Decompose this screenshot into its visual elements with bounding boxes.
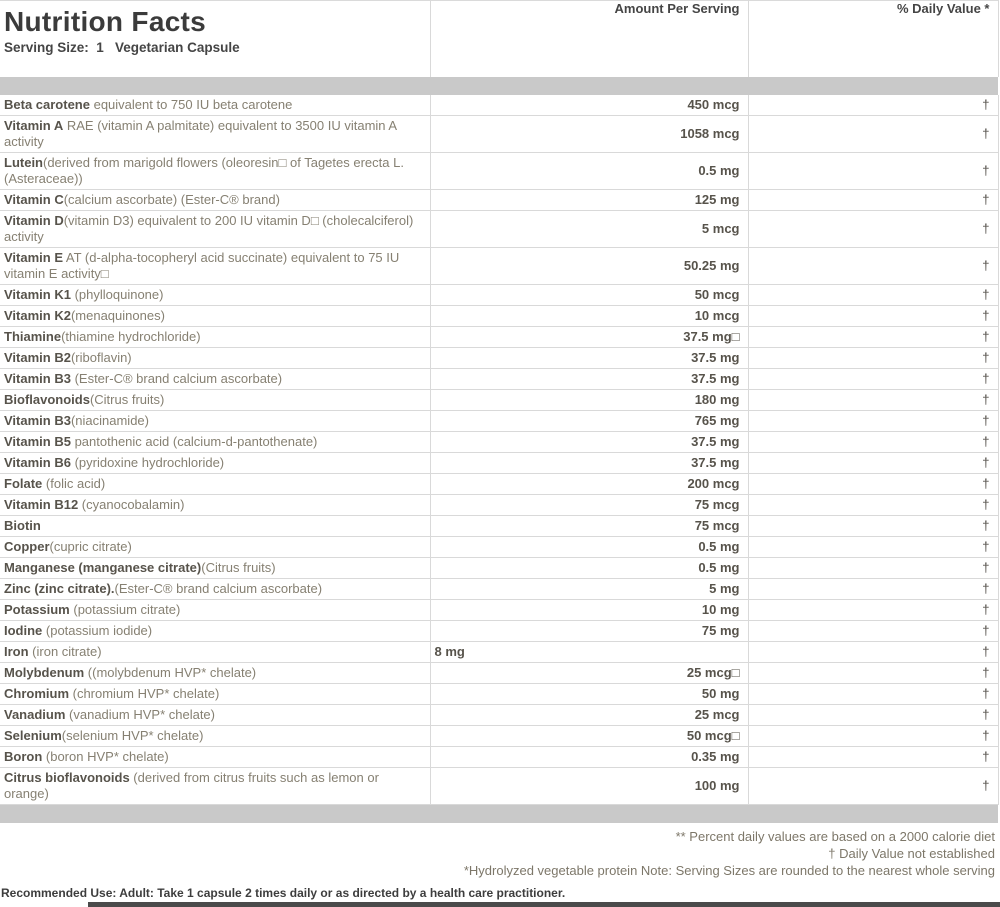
amount-per-serving: 50 mg [430,684,748,705]
table-row [0,642,998,663]
nutrient-cell [0,390,430,411]
amount-per-serving: 1058 mcg [430,116,748,153]
nutrient-name: Vanadium [4,707,66,722]
nutrient-cell [0,190,430,211]
nutrient-cell [0,248,430,285]
table-row [0,327,998,348]
nutrient-cell [0,642,430,663]
daily-value: † [748,211,998,248]
table-row [0,621,998,642]
nutrient-cell [0,327,430,348]
page-title: Nutrition Facts [4,6,207,37]
table-row [0,684,998,705]
amount-per-serving: 180 mg [430,390,748,411]
daily-value: † [748,537,998,558]
daily-value: † [748,663,998,684]
nutrient-name: Boron [4,749,43,764]
nutrient-cell [0,153,430,190]
daily-value: † [748,621,998,642]
table-row [0,411,998,432]
nutrient-description: (riboflavin) [70,350,132,365]
nutrient-description: (Ester-C® brand calcium ascorbate) [114,581,323,596]
amount-per-serving: 0.5 mg [430,537,748,558]
nutrient-name: Lutein [4,155,43,170]
nutrient-description: (thiamine hydrochloride) [61,329,201,344]
column-header-daily-value: % Daily Value * [748,1,998,78]
nutrient-name: Vitamin A [4,118,64,133]
separator-band-top [0,77,998,95]
daily-value: † [748,726,998,747]
nutrient-cell [0,600,430,621]
nutrient-description: (boron HVP* chelate) [42,749,169,764]
bottom-bar [88,902,1000,907]
nutrient-description: (derived from marigold flowers (oleoresin□ of Tagetes erecta L. (Asteraceae)) [4,155,404,186]
nutrient-cell [0,621,430,642]
nutrient-name: Iron [4,644,29,659]
nutrient-name: Thiamine [4,329,62,344]
table-row [0,211,998,248]
daily-value: † [748,285,998,306]
table-row [0,537,998,558]
nutrient-description: equivalent to 750 IU beta carotene [89,97,293,112]
daily-value: † [748,579,998,600]
nutrient-cell [0,495,430,516]
nutrient-cell [0,747,430,768]
amount-per-serving: 25 mcg□ [430,663,748,684]
nutrient-name: Vitamin B3 [4,413,71,428]
nutrient-cell [0,705,430,726]
table-row [0,153,998,190]
nutrient-name: Iodine [4,623,43,638]
nutrient-description: (selenium HVP* chelate) [61,728,204,743]
amount-per-serving: 10 mg [430,600,748,621]
amount-per-serving: 200 mcg [430,474,748,495]
nutrient-cell [0,537,430,558]
amount-per-serving: 450 mcg [430,95,748,116]
amount-per-serving: 5 mg [430,579,748,600]
nutrient-name: Manganese (manganese citrate) [4,560,202,575]
nutrient-description: (folic acid) [42,476,106,491]
amount-per-serving: 0.5 mg [430,153,748,190]
table-row [0,390,998,411]
table-row [0,474,998,495]
table-row [0,579,998,600]
table-row [0,747,998,768]
nutrient-cell [0,726,430,747]
amount-per-serving: 75 mg [430,621,748,642]
amount-per-serving: 10 mcg [430,306,748,327]
daily-value: † [748,705,998,726]
table-row [0,432,998,453]
amount-per-serving: 25 mcg [430,705,748,726]
daily-value: † [748,600,998,621]
nutrient-name: Vitamin D [4,213,64,228]
nutrient-rows [0,95,998,805]
nutrient-name: Copper [4,539,50,554]
table-row [0,116,998,153]
daily-value: † [748,495,998,516]
table-row [0,663,998,684]
daily-value: † [748,474,998,495]
column-header-amount: Amount Per Serving [430,1,748,78]
daily-value: † [748,153,998,190]
amount-per-serving: 0.5 mg [430,558,748,579]
table-row [0,726,998,747]
table-header-row [0,1,998,78]
amount-per-serving: 37.5 mg [430,348,748,369]
nutrient-name: Vitamin B12 [4,497,79,512]
nutrient-name: Vitamin C [4,192,64,207]
separator-band-bottom [0,805,998,824]
nutrient-cell [0,211,430,248]
nutrient-name: Vitamin B3 [4,371,71,386]
nutrient-name: Vitamin B2 [4,350,71,365]
nutrient-cell [0,116,430,153]
nutrient-description: (pyridoxine hydrochloride) [70,455,225,470]
nutrient-name: Vitamin B6 [4,455,71,470]
nutrient-description: (cupric citrate) [49,539,132,554]
footnotes [0,828,998,879]
nutrient-name: Citrus bioflavonoids [4,770,130,785]
amount-per-serving: 765 mg [430,411,748,432]
daily-value: † [748,516,998,537]
table-row [0,369,998,390]
nutrient-cell [0,348,430,369]
amount-per-serving: 0.35 mg [430,747,748,768]
footnote-hvp: *Hydrolyzed vegetable protein Note: Serving Sizes are rounded to the nearest whole serving [463,863,995,878]
nutrient-description: (iron citrate) [28,644,102,659]
table-row [0,768,998,805]
daily-value: † [748,248,998,285]
nutrient-description: (menaquinones) [70,308,165,323]
nutrient-name: Vitamin B5 [4,434,71,449]
nutrient-description: AT (d-alpha-tocopheryl acid succinate) equivalent to 75 IU vitamin E activity□ [4,250,400,281]
nutrient-description: RAE (vitamin A palmitate) equivalent to 3500 IU vitamin A activity [4,118,397,149]
nutrient-description: (niacinamide) [70,413,149,428]
nutrient-cell [0,411,430,432]
nutrient-name: Folate [4,476,43,491]
table-row [0,95,998,116]
table-row [0,285,998,306]
nutrient-cell [0,285,430,306]
nutrient-cell [0,516,430,537]
nutrient-description: ((molybdenum HVP* chelate) [84,665,257,680]
daily-value: † [748,190,998,211]
table-row [0,495,998,516]
daily-value: † [748,390,998,411]
table-row [0,248,998,285]
nutrient-cell [0,558,430,579]
nutrient-description: (vitamin D3) equivalent to 200 IU vitamin D□ (cholecalciferol) activity [4,213,414,244]
recommended-use: Recommended Use: Adult: Take 1 capsule 2 times daily or as directed by a health care practitioner. [1,886,566,900]
nutrient-cell [0,684,430,705]
table-row [0,600,998,621]
nutrient-cell [0,768,430,805]
nutrient-description: (chromium HVP* chelate) [69,686,220,701]
nutrient-cell [0,579,430,600]
daily-value: † [748,684,998,705]
nutrient-name: Bioflavonoids [4,392,90,407]
nutrient-name: Vitamin E [4,250,64,265]
amount-per-serving: 50 mcg [430,285,748,306]
nutrient-name: Molybdenum [4,665,85,680]
nutrient-description: (vanadium HVP* chelate) [65,707,215,722]
nutrient-name: Beta carotene [4,97,90,112]
nutrient-name: Biotin [4,518,41,533]
amount-per-serving: 75 mcg [430,516,748,537]
nutrient-description: (phylloquinone) [70,287,164,302]
daily-value: † [748,768,998,805]
nutrient-cell [0,306,430,327]
nutrient-description: (Citrus fruits) [201,560,276,575]
daily-value: † [748,116,998,153]
daily-value: † [748,411,998,432]
amount-per-serving: 5 mcg [430,211,748,248]
nutrient-name: Vitamin K1 [4,287,71,302]
daily-value: † [748,306,998,327]
daily-value: † [748,747,998,768]
table-row [0,705,998,726]
amount-per-serving: 37.5 mg [430,369,748,390]
daily-value: † [748,642,998,663]
nutrient-name: Chromium [4,686,69,701]
table-row [0,516,998,537]
daily-value: † [748,432,998,453]
nutrient-cell [0,663,430,684]
amount-per-serving: 100 mg [430,768,748,805]
amount-per-serving: 37.5 mg [430,453,748,474]
nutrient-description: (Ester-C® brand calcium ascorbate) [70,371,283,386]
serving-size: Serving Size: 1 Vegetarian Capsule [4,40,240,55]
nutrient-description: (potassium citrate) [69,602,181,617]
nutrient-name: Selenium [4,728,62,743]
daily-value: † [748,558,998,579]
nutrient-cell [0,95,430,116]
table-row [0,348,998,369]
nutrient-description: (derived from citrus fruits such as lemon or orange) [4,770,379,801]
amount-per-serving: 125 mg [430,190,748,211]
daily-value: † [748,95,998,116]
nutrient-name: Potassium [4,602,70,617]
nutrient-name: Zinc (zinc citrate). [4,581,115,596]
table-row [0,306,998,327]
nutrient-cell [0,453,430,474]
nutrient-description: (potassium iodide) [42,623,153,638]
nutrient-description: pantothenic acid (calcium-d-pantothenate) [70,434,318,449]
daily-value: † [748,369,998,390]
daily-value: † [748,348,998,369]
nutrient-cell [0,474,430,495]
daily-value: † [748,453,998,474]
nutrient-description: (Citrus fruits) [89,392,165,407]
nutrient-name: Vitamin K2 [4,308,71,323]
amount-per-serving: 37.5 mg [430,432,748,453]
daily-value: † [748,327,998,348]
nutrient-description: (calcium ascorbate) (Ester-C® brand) [63,192,280,207]
amount-per-serving: 8 mg [430,642,748,663]
amount-per-serving: 75 mcg [430,495,748,516]
footnote-dagger: † Daily Value not established [828,846,995,861]
nutrient-cell [0,369,430,390]
nutrient-cell [0,432,430,453]
amount-per-serving: 37.5 mg□ [430,327,748,348]
table-row [0,558,998,579]
table-row [0,190,998,211]
amount-per-serving: 50.25 mg [430,248,748,285]
table-row [0,453,998,474]
footnote-daily-values: ** Percent daily values are based on a 2000 calorie diet [675,829,995,844]
amount-per-serving: 50 mcg□ [430,726,748,747]
nutrient-description: (cyanocobalamin) [78,497,185,512]
